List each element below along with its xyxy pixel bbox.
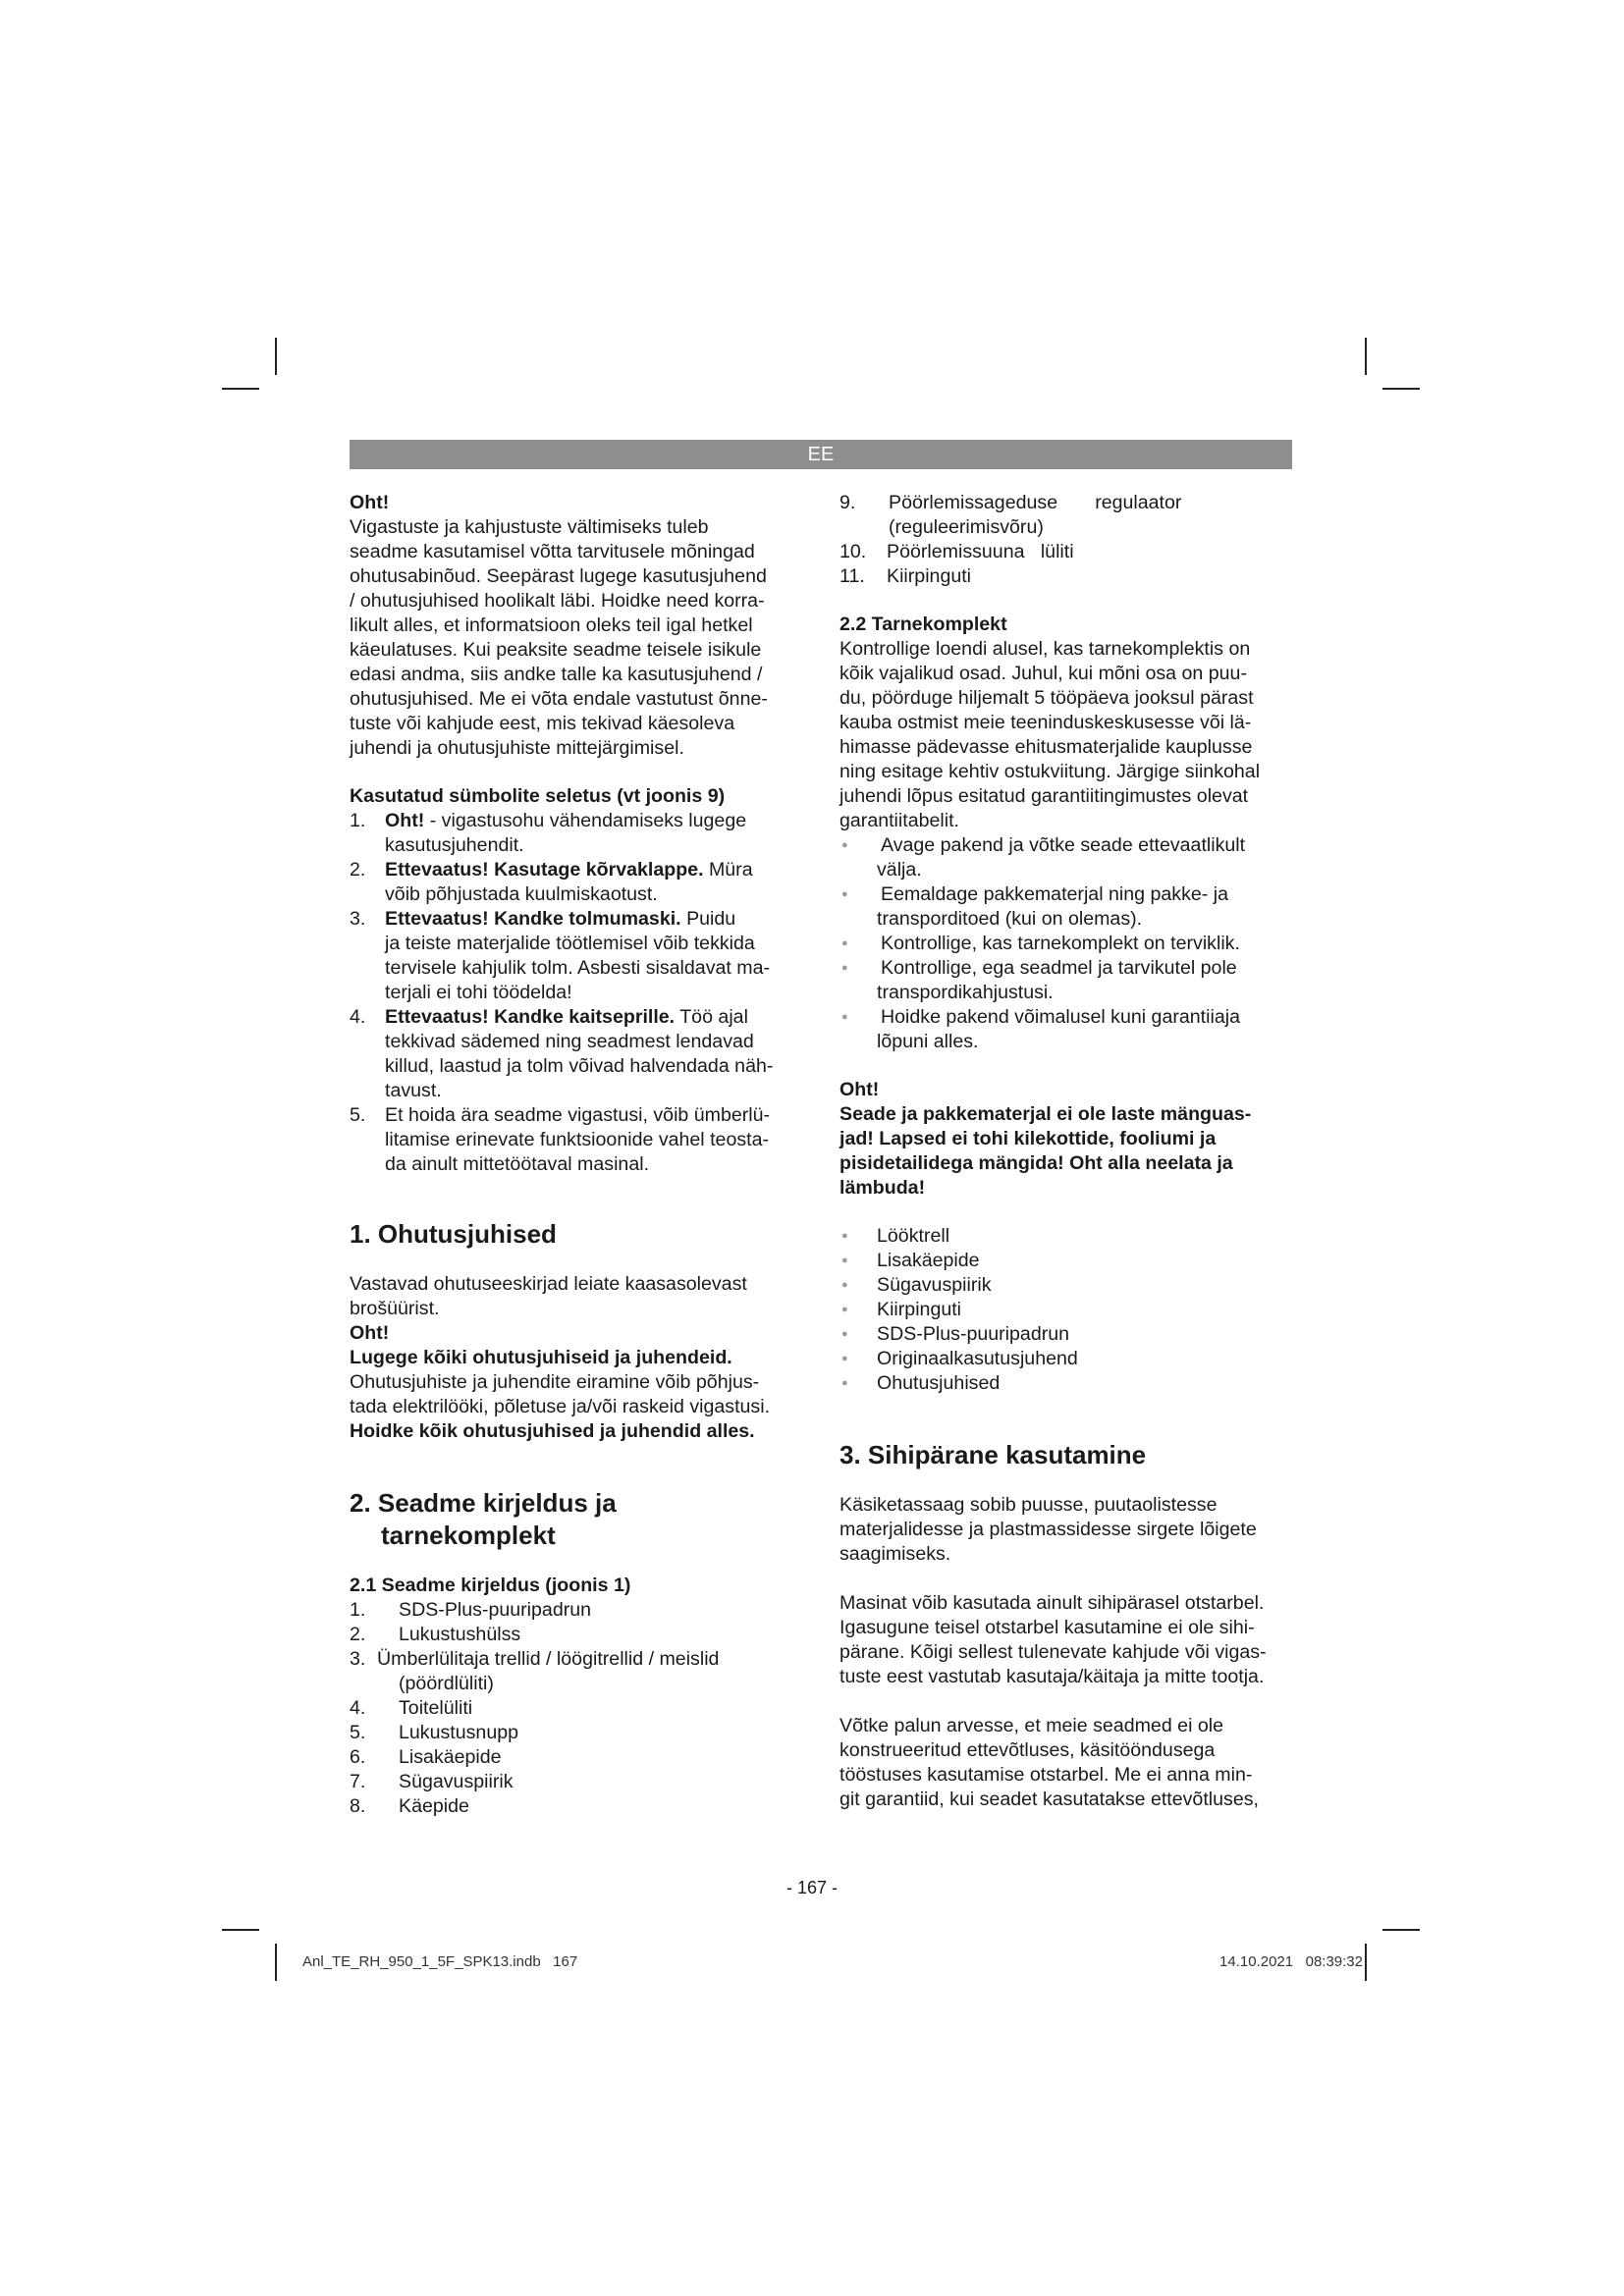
text-line: brošüürist. (350, 1298, 440, 1319)
text-line: lõpuni alles. (877, 1031, 979, 1052)
section-1-heading: 1. Ohutusjuhised (350, 1219, 557, 1249)
text-line: Et hoida ära seadme vigastusi, võib ümberlü- (385, 1104, 771, 1126)
list-item (350, 1103, 805, 1177)
text-line: transporditoed (kui on olemas). (877, 908, 1143, 930)
item-number: 4. (350, 1006, 366, 1028)
text-line: juhendi lõpus esitatud garantiitingimustes olevat (839, 785, 1249, 807)
list-item (839, 833, 1295, 882)
crop-mark (1365, 338, 1367, 375)
crop-mark (275, 1944, 277, 1981)
item-number: 5. (350, 1722, 366, 1743)
text-line: saagimiseks. (839, 1543, 951, 1565)
oht-label: Oht! (350, 1322, 390, 1344)
text-line: ● Hoidke pakend võimalusel kuni garantiiaja (881, 1006, 1240, 1028)
text-line: transpordikahjustusi. (877, 982, 1054, 1003)
text-line: garantiitabelit. (839, 810, 959, 831)
text-line: juhendi ja ohutusjuhiste mittejärgimisel. (350, 737, 684, 759)
item-number: 7. (350, 1771, 366, 1792)
text-line: da ainult mittetöötaval masinal. (385, 1153, 650, 1175)
crop-mark (222, 388, 259, 390)
text-line: tekkivad sädemed ning seadmest lendavad (385, 1031, 754, 1052)
item-number: 3. (350, 908, 366, 930)
text-line: Seade ja pakkematerjal ei ole laste mänguas- (839, 1103, 1252, 1125)
text-line: materjalidesse ja plastmassidesse sirgete lõigete (839, 1519, 1257, 1540)
list-item (839, 956, 1295, 1005)
text-line: Ümberlülitaja trellid / löögitrellid / meislid (377, 1648, 720, 1670)
text-line: pisidetailidega mängida! Oht alla neelata ja (839, 1152, 1233, 1174)
text-line: tuste või kahjude eest, mis tekivad käesoleva (350, 713, 735, 734)
text-line: ● Avage pakend ja võtke seade ettevaatlikult (881, 834, 1246, 856)
text-line: tööstuses kasutamise otstarbel. Me ei anna min- (839, 1764, 1253, 1786)
list-item (350, 1721, 805, 1745)
symbols-heading: Kasutatud sümbolite seletus (vt joonis 9) (350, 785, 726, 807)
list-item (350, 1005, 805, 1103)
section-2-1-heading: 2.1 Seadme kirjeldus (joonis 1) (350, 1575, 631, 1596)
bold-instruction: Lugege kõiki ohutusjuhiseid ja juhendeid. (350, 1347, 732, 1368)
intro-paragraph (350, 515, 805, 761)
item-number: 5. (350, 1104, 366, 1126)
text-line: seadme kasutamisel võtta tarvitusele mõningad (350, 541, 755, 562)
text-line: Pöörlemissuuna lüliti (887, 541, 1074, 562)
text-line: tervisele kahjulik tolm. Asbesti sisaldavat ma- (385, 957, 771, 979)
list-item (839, 564, 1295, 589)
text-line: ● Eemaldage pakkematerjal ning pakke- ja (881, 883, 1228, 905)
item-number: 3. (350, 1648, 366, 1670)
delivery-contents-list (839, 1224, 1295, 1396)
list-item (350, 858, 805, 907)
heading-line: tarnekomplekt (381, 1521, 556, 1550)
text-line: litamise erinevate funktsioonide vahel teosta- (385, 1129, 770, 1150)
text-line: kasutusjuhendit. (385, 834, 524, 856)
text-line: tuste eest vastutab kasutaja/käitaja ja mitte tootja. (839, 1666, 1265, 1687)
section-2-2-heading: 2.2 Tarnekomplekt (839, 614, 1007, 635)
text-line: Vastavad ohutuseeskirjad leiate kaasasolevast (350, 1273, 747, 1295)
text-line: ● Kontrollige, ega seadmel ja tarvikutel pole (881, 957, 1237, 979)
list-item (350, 1598, 805, 1623)
item-number: 1. (350, 810, 366, 831)
text-line: Käepide (399, 1795, 469, 1817)
text-line: killud, laastud ja tolm võivad halvendada näh- (385, 1055, 774, 1077)
list-item (350, 1770, 805, 1794)
text-line: Toitelüliti (399, 1697, 473, 1719)
text-line: Kiirpinguti (887, 565, 972, 587)
list-item: ● Ohutusjuhised (839, 1371, 1295, 1396)
bold-instruction: Hoidke kõik ohutusjuhised ja juhendid alles. (350, 1420, 755, 1442)
list-item (350, 1696, 805, 1721)
section-3-paragraph (839, 1493, 1295, 1567)
item-bold: Ettevaatus! Kasutage kõrvaklappe. (385, 859, 704, 881)
child-warning (839, 1102, 1295, 1201)
text-line: käeulatuses. Kui peaksite seadme teisele isikule (350, 639, 762, 661)
unpacking-list (839, 833, 1295, 1054)
text-line: kõik vajalikud osad. Juhul, kui mõni osa on puu- (839, 663, 1247, 684)
section-2-2-body (839, 637, 1295, 833)
item-number: 4. (350, 1697, 366, 1719)
crop-mark (1365, 1944, 1367, 1981)
text-line: tada elektrilööki, põletuse ja/või raskeid vigastusi. (350, 1396, 771, 1417)
text-line: git garantiid, kui seadet kasutatakse ettevõtluses, (839, 1789, 1259, 1810)
text-line: jad! Lapsed ei tohi kilekottide, fooliumi ja (839, 1128, 1217, 1149)
heading-line: 2. Seadme kirjeldus ja (350, 1488, 617, 1518)
text-line: konstrueeritud ettevõtluses, käsitööndusega (839, 1739, 1216, 1761)
list-item: ● SDS-Plus-puuripadrun (839, 1322, 1295, 1347)
text-line: Töö ajal (675, 1006, 748, 1028)
text-line: ohutusabinõud. Seepärast lugege kasutusjuhend (350, 565, 767, 587)
text-line: pärane. Kõigi sellest tulenevate kahjude või vigas- (839, 1641, 1267, 1663)
crop-mark (222, 1929, 259, 1931)
text-line: Müra (703, 859, 753, 881)
item-number: 2. (350, 1624, 366, 1645)
text-line: kauba ostmist meie teeninduskeskusesse või lä- (839, 712, 1252, 733)
section-1-body (350, 1272, 805, 1444)
list-item: ● Originaalkasutusjuhend (839, 1347, 1295, 1371)
text-line: terjali ei tohi töödelda! (385, 982, 572, 1003)
symbols-list (350, 809, 805, 1177)
section-3-paragraph (839, 1714, 1295, 1812)
text-line: (pöördlüliti) (399, 1673, 494, 1694)
text-line: - vigastusohu vähendamiseks lugege (424, 810, 747, 831)
text-line: lämbuda! (839, 1177, 926, 1199)
right-column (839, 491, 1295, 1812)
left-column (350, 491, 805, 1819)
list-item (350, 1794, 805, 1819)
text-line: ohutusjuhised. Me ei võta endale vastutust õnne- (350, 688, 768, 710)
text-line: Lukustushülss (399, 1624, 521, 1645)
text-line: Sügavuspiirik (399, 1771, 514, 1792)
item-number: 6. (350, 1746, 366, 1768)
list-item (839, 882, 1295, 932)
item-number: 9. (839, 492, 856, 513)
list-item (350, 809, 805, 858)
item-bold: Ettevaatus! Kandke kaitseprille. (385, 1006, 676, 1028)
item-bold: Ettevaatus! Kandke tolmumaski. (385, 908, 681, 930)
list-item: ● Kiirpinguti (839, 1298, 1295, 1322)
page-number: - 167 - (785, 1878, 839, 1897)
text-line: välja. (877, 859, 922, 881)
section-3-heading: 3. Sihipärane kasutamine (839, 1440, 1147, 1469)
item-number: 10. (839, 541, 867, 562)
print-file-name: Anl_TE_RH_950_1_5F_SPK13.indb 167 (302, 1953, 578, 1970)
text-line: Lukustusnupp (399, 1722, 519, 1743)
list-item (350, 1745, 805, 1770)
text-line: himasse pädevasse ehitusmaterjalide kauplusse (839, 736, 1253, 758)
text-line: Vigastuste ja kahjustuste vältimiseks tuleb (350, 516, 709, 538)
text-line: likult alles, et informatsioon oleks teil igal hetkel (350, 614, 753, 636)
item-number: 11. (839, 565, 865, 587)
oht-heading: Oht! (350, 492, 390, 513)
list-item: ● Sügavuspiirik (839, 1273, 1295, 1298)
list-item (839, 1005, 1295, 1054)
text-line: Masinat võib kasutada ainult sihipärasel otstarbel. (839, 1592, 1265, 1614)
text-line: Kontrollige loendi alusel, kas tarnekomplektis on (839, 638, 1251, 660)
list-item (350, 1647, 805, 1696)
list-item: ● Lööktrell (839, 1224, 1295, 1249)
section-2-heading (350, 1487, 805, 1552)
language-header: EE (350, 440, 1292, 469)
crop-mark (275, 338, 277, 375)
text-line: Käsiketassaag sobib puusse, puutaolistesse (839, 1494, 1218, 1516)
list-item (350, 1623, 805, 1647)
text-line: edasi andma, siis andke talle ka kasutusjuhend / (350, 664, 763, 685)
text-line: (reguleerimisvõru) (889, 516, 1044, 538)
text-line: võib põhjustada kuulmiskaotust. (385, 883, 658, 905)
item-number: 1. (350, 1599, 366, 1621)
text-line: Lisakäepide (399, 1746, 502, 1768)
text-line: Võtke palun arvesse, et meie seadmed ei ole (839, 1715, 1224, 1736)
text-line: Ohutusjuhiste ja juhendite eiramine võib põhjus- (350, 1371, 760, 1393)
text-line: Pöörlemissageduse regulaator (889, 492, 1182, 513)
parts-list-continued (839, 491, 1295, 589)
parts-list (350, 1598, 805, 1819)
text-line: ning esitage kehtiv ostukviitung. Järgige siinkohal (839, 761, 1261, 782)
text-line: du, pöörduge hiljemalt 5 tööpäeva jooksul pärast (839, 687, 1254, 709)
list-item (350, 907, 805, 1005)
list-item (839, 491, 1295, 540)
text-line: Igasugune teisel otstarbel kasutamine ei ole sihi- (839, 1617, 1255, 1638)
list-item: ● Lisakäepide (839, 1249, 1295, 1273)
crop-mark (1382, 1929, 1420, 1931)
crop-mark (1382, 388, 1420, 390)
print-datetime: 14.10.2021 08:39:32 (1219, 1953, 1363, 1970)
text-line: tavust. (385, 1080, 442, 1101)
section-3-paragraph (839, 1591, 1295, 1689)
oht-heading: Oht! (839, 1079, 880, 1100)
text-line: ● Kontrollige, kas tarnekomplekt on terviklik. (881, 933, 1240, 954)
list-item (839, 540, 1295, 564)
item-bold: Oht! (385, 810, 425, 831)
text-line: SDS-Plus-puuripadrun (399, 1599, 592, 1621)
text-line: / ohutusjuhised hoolikalt läbi. Hoidke need korra- (350, 590, 765, 612)
list-item (839, 932, 1295, 956)
item-number: 8. (350, 1795, 366, 1817)
text-line: ja teiste materjalide töötlemisel võib tekkida (385, 933, 755, 954)
text-line: Puidu (680, 908, 736, 930)
item-number: 2. (350, 859, 366, 881)
